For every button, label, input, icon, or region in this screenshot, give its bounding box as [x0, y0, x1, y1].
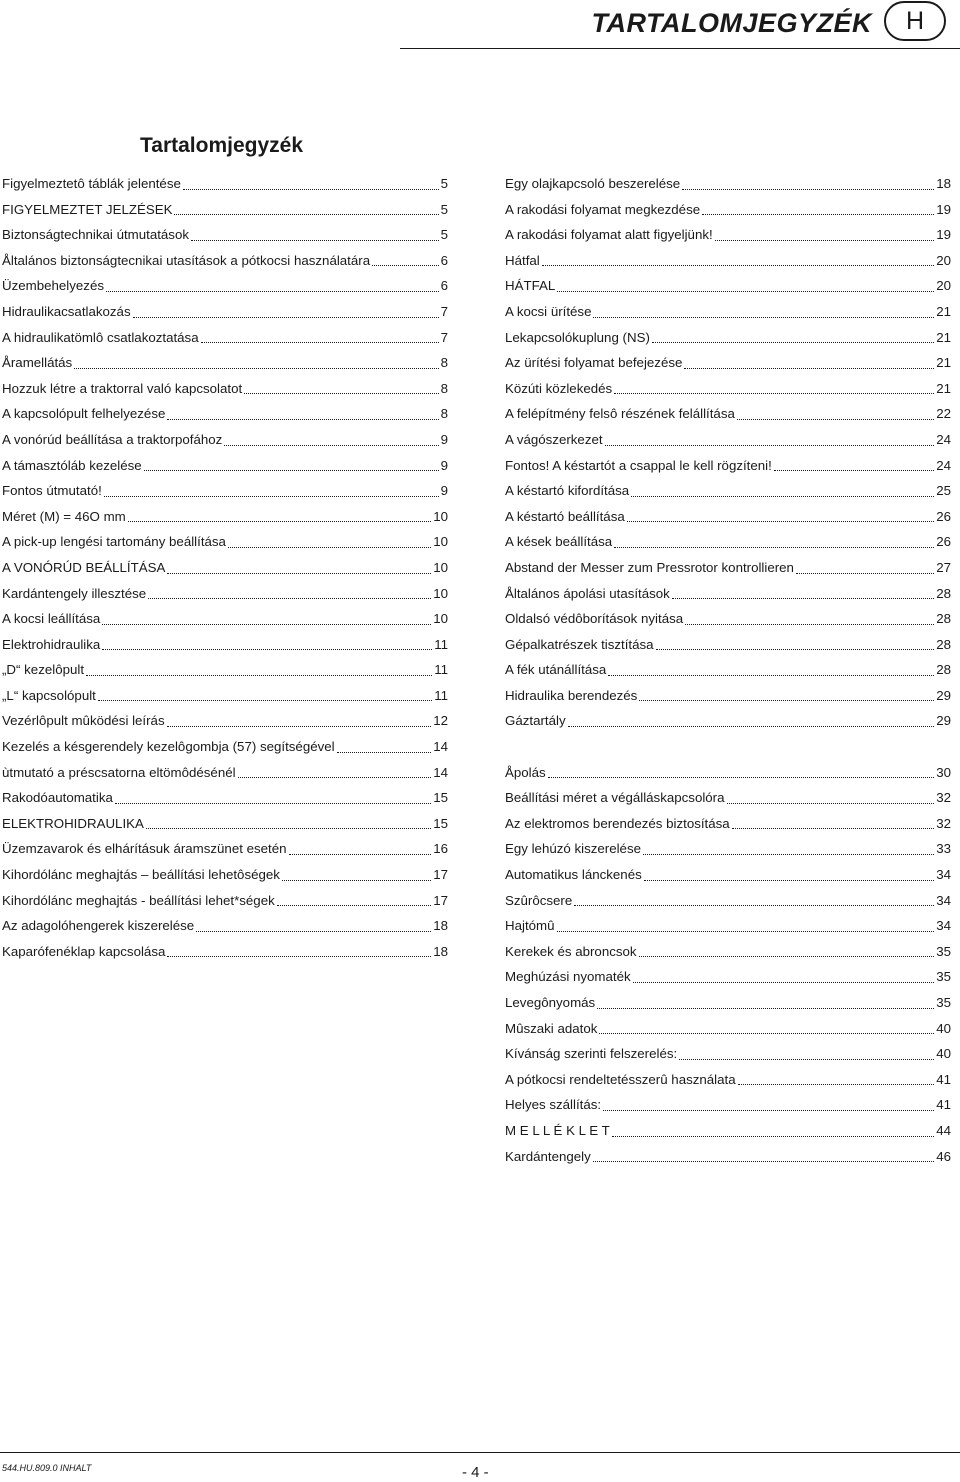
toc-entry [505, 1092, 951, 1118]
toc-entry-page: 20 [936, 278, 951, 294]
toc-entry-leader-dots [774, 469, 934, 471]
toc-entry-leader-dots [603, 1109, 934, 1111]
toc-entry [505, 1041, 951, 1067]
toc-entry-leader-dots [224, 444, 438, 446]
toc-entry-leader-dots [167, 572, 431, 574]
toc-entry-leader-dots [568, 725, 935, 727]
toc-entry-label: Gépalkatrészek tisztítása [505, 636, 654, 652]
toc-entry-page: 10 [433, 534, 448, 550]
toc-entry-page: 29 [936, 687, 951, 703]
toc-entry-label: Kardántengely [505, 1148, 591, 1164]
toc-entry-page: 10 [433, 585, 448, 601]
toc-entry-label: Hidraulikacsatlakozás [2, 303, 131, 319]
toc-entry-leader-dots [599, 1032, 934, 1034]
toc-entry [2, 632, 448, 658]
toc-entry [2, 785, 448, 811]
toc-entry-label: Az ürítési folyamat befejezése [505, 355, 683, 371]
toc-entry-page: 18 [936, 176, 951, 191]
toc-entry-leader-dots [557, 290, 934, 292]
toc-entry-page: 9 [440, 457, 448, 473]
toc-entry [2, 401, 448, 427]
toc-entry-leader-dots [608, 674, 934, 676]
toc-entry-label: ùtmutató a préscsatorna eltömôdésénél [2, 764, 236, 780]
toc-entry-label: Kerekek és abroncsok [505, 943, 637, 959]
toc-entry-leader-dots [174, 213, 438, 215]
toc-entry-label: Egy lehúzó kiszerelése [505, 841, 641, 857]
toc-entry [505, 171, 951, 197]
toc-entry-label: A kapcsolópult felhelyezése [2, 406, 166, 422]
toc-entry-label: Kívánság szerinti felszerelés: [505, 1046, 678, 1062]
toc-entry [505, 222, 951, 248]
toc-entry-label: Figyelmeztetô táblák jelentése [2, 176, 181, 191]
footer-doc-code: 544.HU.809.0 INHALT [2, 1463, 92, 1473]
toc-entry-page: 7 [440, 303, 448, 319]
toc-entry-label: Szûrôcsere [505, 892, 573, 908]
toc-entry-label: A vonórúd beállítása a traktorpofához [2, 431, 223, 447]
toc-entry [505, 683, 951, 709]
toc-entry-label: Üzemzavarok és elhárításuk áramszünet esetén [2, 841, 287, 857]
toc-entry [505, 1144, 951, 1170]
toc-entry-page: 35 [936, 995, 951, 1010]
toc-entry [505, 785, 951, 811]
toc-entry-leader-dots [614, 546, 934, 548]
toc-entry-label: Egy olajkapcsoló beszerelése [505, 176, 681, 191]
toc-entry [2, 760, 448, 786]
toc-entry [505, 1016, 951, 1042]
toc-entry [2, 862, 448, 888]
toc-entry-page: 41 [936, 1097, 951, 1113]
toc-entry [505, 248, 951, 274]
toc-entry-leader-dots [672, 597, 934, 599]
toc-entry-page: 11 [434, 662, 448, 678]
toc-entry-page: 7 [440, 329, 448, 345]
toc-entry-leader-dots [104, 495, 439, 497]
toc-entry-leader-dots [614, 392, 934, 394]
toc-entry-label: Helyes szállítás: [505, 1097, 602, 1113]
toc-entry-leader-dots [685, 623, 934, 625]
toc-entry-page: 21 [936, 380, 951, 396]
toc-entry-label: Åltalános biztonságtecnikai utasítások a pótkocsi használatára [2, 252, 371, 268]
toc-entry-label: A kések beállítása [505, 534, 613, 550]
toc-entry-page: 19 [936, 227, 951, 243]
toc-entry-leader-dots [282, 879, 431, 881]
toc-entry [2, 581, 448, 607]
toc-entry-label: A pótkocsi rendeltetésszerû használata [505, 1071, 736, 1087]
toc-entry-leader-dots [238, 776, 432, 778]
toc-entry [2, 299, 448, 325]
toc-entry-label: A pick-up lengési tartomány beállítása [2, 534, 226, 550]
toc-entry [2, 248, 448, 274]
toc-entry-label: Rakodóautomatika [2, 790, 113, 806]
toc-entry-leader-dots [737, 418, 934, 420]
toc-entry-leader-dots [738, 1083, 935, 1085]
toc-entry-label: ELEKTROHIDRAULIKA [2, 815, 144, 831]
toc-entry-label: M E L L É K L E T [505, 1122, 610, 1138]
toc-entry [2, 913, 448, 939]
toc-entry-leader-dots [679, 1058, 934, 1060]
toc-entry-leader-dots [128, 520, 431, 522]
toc-entry [505, 606, 951, 632]
toc-left-column [2, 171, 448, 964]
toc-entry [2, 273, 448, 299]
toc-entry-leader-dots [732, 827, 935, 829]
toc-entry [505, 1067, 951, 1093]
toc-entry-leader-dots [684, 367, 934, 369]
toc-entry-leader-dots [639, 955, 935, 957]
toc-entry-label: Gáztartály [505, 713, 566, 729]
toc-entry-label: Az elektromos berendezés biztosítása [505, 815, 730, 831]
toc-entry-leader-dots [146, 827, 431, 829]
toc-entry-label: Åramellátás [2, 355, 73, 371]
toc-entry [2, 453, 448, 479]
toc-entry-leader-dots [612, 1135, 935, 1137]
language-badge: H [884, 1, 946, 41]
toc-section-gap [505, 734, 951, 760]
toc-entry [505, 504, 951, 530]
toc-entry-page: 33 [936, 841, 951, 857]
toc-entry-label: Kihordólánc meghajtás - beállítási lehet*ségek [2, 892, 275, 908]
toc-entry-leader-dots [627, 520, 934, 522]
toc-entry-page: 11 [434, 636, 448, 652]
toc-entry-label: Lekapcsolókuplung (NS) [505, 329, 650, 345]
toc-entry-page: 12 [433, 713, 448, 729]
toc-entry [2, 529, 448, 555]
toc-entry-page: 9 [440, 483, 448, 499]
toc-entry [505, 478, 951, 504]
toc-entry [505, 760, 951, 786]
toc-entry [505, 657, 951, 683]
toc-entry-page: 18 [433, 918, 448, 934]
toc-entry [505, 939, 951, 965]
toc-entry-page: 29 [936, 713, 951, 729]
toc-entry [2, 888, 448, 914]
toc-entry-page: 21 [936, 329, 951, 345]
toc-entry-page: 20 [936, 252, 951, 268]
toc-entry-leader-dots [557, 930, 935, 932]
toc-entry-label: Automatikus lánckenés [505, 867, 642, 883]
toc-entry-label: Meghúzási nyomaték [505, 969, 631, 985]
toc-entry-page: 40 [936, 1020, 951, 1036]
toc-entry-leader-dots [277, 904, 431, 906]
toc-entry-label: A fék utánállítása [505, 662, 607, 678]
toc-entry [2, 606, 448, 632]
toc-entry [505, 708, 951, 734]
toc-entry-label: Az adagolóhengerek kiszerelése [2, 918, 195, 934]
toc-entry-label: Közúti közlekedés [505, 380, 613, 396]
toc-entry-label: Kaparófenéklap kapcsolása [2, 943, 166, 959]
toc-entry-label: A VONÓRÚD BEÁLLÍTÁSA [2, 559, 166, 575]
toc-entry-page: 6 [440, 278, 448, 294]
toc-entry [505, 299, 951, 325]
toc-entry [505, 350, 951, 376]
toc-entry-label: Åpolás [505, 764, 546, 780]
toc-entry-leader-dots [702, 213, 934, 215]
toc-entry-leader-dots [144, 469, 439, 471]
toc-entry-page: 5 [440, 227, 448, 243]
toc-entry-page: 10 [433, 508, 448, 524]
toc-entry [505, 453, 951, 479]
toc-entry [505, 401, 951, 427]
toc-entry-page: 21 [936, 355, 951, 371]
toc-entry-page: 18 [433, 943, 448, 959]
toc-entry-leader-dots [574, 904, 934, 906]
toc-entry-leader-dots [633, 981, 935, 983]
toc-entry-leader-dots [183, 188, 439, 190]
toc-entry-page: 41 [936, 1071, 951, 1087]
toc-entry-page: 6 [440, 252, 448, 268]
toc-entry-page: 40 [936, 1046, 951, 1062]
toc-entry [505, 836, 951, 862]
toc-entry-label: A késtartó kifordítása [505, 483, 630, 499]
toc-entry-label: Kardántengely illesztése [2, 585, 147, 601]
toc-entry-label: Åltalános ápolási utasítások [505, 585, 670, 601]
toc-entry-page: 28 [936, 585, 951, 601]
toc-entry-leader-dots [191, 239, 439, 241]
toc-entry-page: 26 [936, 508, 951, 524]
toc-entry [2, 939, 448, 965]
toc-entry-leader-dots [605, 444, 935, 446]
toc-entry-page: 44 [936, 1122, 951, 1138]
toc-entry [505, 273, 951, 299]
toc-entry-leader-dots [115, 802, 431, 804]
toc-entry-label: Hajtómû [505, 918, 555, 934]
toc-entry-page: 16 [433, 841, 448, 857]
toc-entry-leader-dots [727, 802, 935, 804]
toc-entry [2, 350, 448, 376]
toc-entry [2, 555, 448, 581]
toc-entry-leader-dots [196, 930, 431, 932]
toc-entry-page: 8 [440, 380, 448, 396]
toc-entry-page: 5 [440, 176, 448, 191]
toc-entry-leader-dots [715, 239, 935, 241]
toc-entry-page: 24 [936, 457, 951, 473]
toc-entry-leader-dots [337, 751, 432, 753]
toc-entry-leader-dots [372, 264, 438, 266]
toc-entry-label: A rakodási folyamat alatt figyeljünk! [505, 227, 713, 243]
toc-entry-page: 34 [936, 918, 951, 934]
toc-entry-leader-dots [102, 623, 431, 625]
toc-entry-leader-dots [796, 572, 934, 574]
toc-entry-label: A rakodási folyamat megkezdése [505, 201, 701, 217]
toc-entry-label: Fontos! A késtartót a csappal le kell rögzíteni! [505, 457, 772, 473]
toc-entry-label: Oldalsó védôborítások nyitása [505, 611, 684, 627]
toc-entry-leader-dots [656, 648, 935, 650]
toc-entry-leader-dots [548, 776, 935, 778]
toc-entry-label: Kezelés a késgerendely kezelôgombja (57) segítségével [2, 739, 335, 755]
toc-entry-leader-dots [167, 955, 431, 957]
header-title: TARTALOMJEGYZÉK [591, 8, 872, 38]
toc-entry [2, 657, 448, 683]
toc-entry [2, 683, 448, 709]
toc-entry-page: 35 [936, 969, 951, 985]
toc-entry [2, 171, 448, 197]
toc-entry-label: „L“ kapcsolópult [2, 687, 96, 703]
toc-entry-label: Levegônyomás [505, 995, 596, 1010]
toc-entry-leader-dots [593, 1160, 934, 1162]
toc-entry-page: 34 [936, 867, 951, 883]
toc-entry-label: A vágószerkezet [505, 431, 603, 447]
toc-entry-page: 11 [434, 687, 448, 703]
toc-entry-leader-dots [542, 264, 934, 266]
toc-entry-page: 46 [936, 1148, 951, 1164]
toc-entry-label: Hozzuk létre a traktorral való kapcsolatot [2, 380, 243, 396]
toc-entry-label: Üzembehelyezés [2, 278, 104, 294]
toc-entry [505, 913, 951, 939]
toc-entry-page: 10 [433, 611, 448, 627]
toc-entry-leader-dots [639, 699, 934, 701]
toc-entry [505, 581, 951, 607]
toc-entry [505, 1118, 951, 1144]
toc-entry-page: 34 [936, 892, 951, 908]
toc-entry-page: 28 [936, 611, 951, 627]
toc-entry [2, 811, 448, 837]
toc-entry [505, 529, 951, 555]
toc-entry-page: 8 [440, 355, 448, 371]
toc-entry [2, 504, 448, 530]
toc-entry-leader-dots [201, 341, 439, 343]
toc-entry-label: Méret (M) = 46O mm [2, 508, 126, 524]
toc-entry-label: Vezérlôpult mûködési leírás [2, 713, 165, 729]
toc-entry-leader-dots [167, 418, 438, 420]
toc-entry [2, 427, 448, 453]
toc-entry [2, 478, 448, 504]
toc-entry-page: 26 [936, 534, 951, 550]
toc-entry [505, 376, 951, 402]
toc-entry-page: 9 [440, 431, 448, 447]
toc-entry [2, 734, 448, 760]
toc-entry-leader-dots [593, 316, 934, 318]
header-rule [400, 48, 960, 49]
toc-entry-label: FIGYELMEZTET JELZÉSEK [2, 201, 173, 217]
toc-right-column [505, 171, 951, 1169]
toc-entry-leader-dots [643, 853, 934, 855]
toc-entry-page: 24 [936, 431, 951, 447]
toc-entry-label: Hidraulika berendezés [505, 687, 638, 703]
toc-entry [2, 836, 448, 862]
toc-entry [505, 888, 951, 914]
toc-entry-label: A hidraulikatömlô csatlakoztatása [2, 329, 199, 345]
toc-entry-leader-dots [98, 699, 432, 701]
toc-entry-page: 10 [433, 559, 448, 575]
toc-entry-leader-dots [102, 648, 432, 650]
footer-page-number: - 4 - [462, 1464, 489, 1481]
toc-entry-leader-dots [148, 597, 431, 599]
toc-entry [2, 376, 448, 402]
toc-entry-page: 32 [936, 790, 951, 806]
toc-entry [505, 964, 951, 990]
toc-entry-page: 27 [936, 559, 951, 575]
toc-entry-page: 14 [433, 739, 448, 755]
toc-entry-label: Fontos útmutató! [2, 483, 102, 499]
toc-entry [505, 862, 951, 888]
toc-entry [505, 325, 951, 351]
toc-entry-page: 28 [936, 662, 951, 678]
toc-entry-leader-dots [652, 341, 934, 343]
toc-entry-leader-dots [597, 1007, 934, 1009]
toc-entry-leader-dots [644, 879, 934, 881]
toc-entry-label: HÁTFAL [505, 278, 556, 294]
toc-entry-leader-dots [86, 674, 432, 676]
footer-rule [0, 1452, 960, 1453]
toc-entry-page: 25 [936, 483, 951, 499]
toc-entry-label: Hátfal [505, 252, 540, 268]
toc-entry-page: 15 [433, 815, 448, 831]
toc-entry-label: Elektrohidraulika [2, 636, 101, 652]
toc-entry [505, 555, 951, 581]
toc-entry [505, 632, 951, 658]
toc-entry-label: Abstand der Messer zum Pressrotor kontrollieren [505, 559, 794, 575]
toc-entry-label: A támasztóláb kezelése [2, 457, 142, 473]
toc-entry-page: 22 [936, 406, 951, 422]
toc-entry-page: 17 [433, 867, 448, 883]
toc-entry-label: A felépítmény felsô részének felállítása [505, 406, 735, 422]
toc-entry-page: 21 [936, 303, 951, 319]
toc-entry-page: 32 [936, 815, 951, 831]
toc-entry-label: A késtartó beállítása [505, 508, 625, 524]
toc-entry-page: 15 [433, 790, 448, 806]
toc-entry [2, 222, 448, 248]
toc-entry-leader-dots [289, 853, 432, 855]
toc-entry [505, 990, 951, 1016]
toc-entry [505, 427, 951, 453]
toc-entry [2, 708, 448, 734]
toc-entry-label: Kihordólánc meghajtás – beállítási lehetôségek [2, 867, 280, 883]
toc-entry-leader-dots [682, 188, 934, 190]
toc-entry-label: Beállítási méret a végálláskapcsolóra [505, 790, 725, 806]
toc-entry-page: 28 [936, 636, 951, 652]
toc-entry-leader-dots [133, 316, 439, 318]
toc-entry-page: 19 [936, 201, 951, 217]
toc-entry-leader-dots [74, 367, 438, 369]
toc-entry-label: Biztonságtechnikai útmutatások [2, 227, 190, 243]
toc-entry-page: 8 [440, 406, 448, 422]
toc-entry [2, 325, 448, 351]
toc-entry-leader-dots [228, 546, 431, 548]
toc-entry-leader-dots [244, 392, 438, 394]
toc-entry-label: A kocsi ürítése [505, 303, 592, 319]
toc-entry [505, 811, 951, 837]
toc-entry [505, 197, 951, 223]
toc-entry-page: 5 [440, 201, 448, 217]
toc-entry-label: Mûszaki adatok [505, 1020, 598, 1036]
toc-entry-leader-dots [631, 495, 934, 497]
toc-entry-page: 30 [936, 764, 951, 780]
toc-entry-page: 14 [433, 764, 448, 780]
toc-entry [2, 197, 448, 223]
toc-entry-leader-dots [106, 290, 439, 292]
toc-entry-page: 17 [433, 892, 448, 908]
toc-entry-leader-dots [167, 725, 432, 727]
toc-heading: Tartalomjegyzék [140, 134, 304, 157]
toc-entry-label: „D“ kezelôpult [2, 662, 85, 678]
toc-entry-label: A kocsi leállítása [2, 611, 101, 627]
toc-entry-page: 35 [936, 943, 951, 959]
